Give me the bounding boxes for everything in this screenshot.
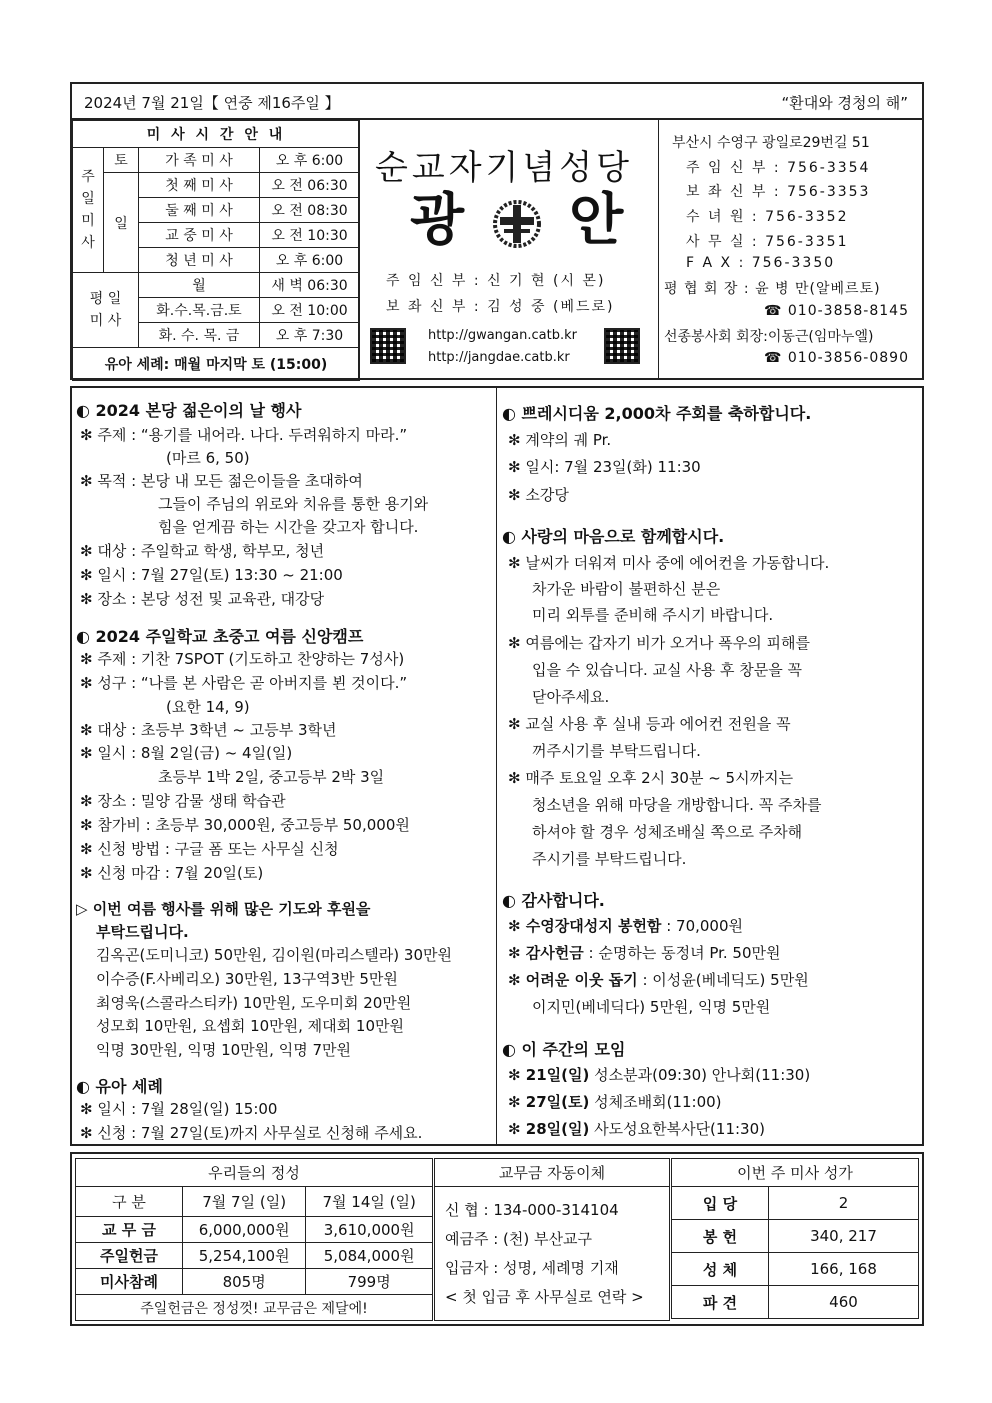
mass-name: 청 년 미 사 [139,248,260,273]
offering-cell: 6,000,000원 [183,1217,306,1243]
thanks-line: 이지민(베네딕다) 5만원, 익명 5만원 [532,998,771,1016]
council-president: 평 협 회 장 : 윤 병 만(알베르토) [664,281,881,297]
love-line: ✻ 날씨가 더워져 미사 중에 에어컨을 가동합니다. [508,554,830,572]
offering-cell: 799명 [306,1269,433,1295]
presidium-line: ✻ 일시: 7월 23일(화) 11:30 [508,458,701,476]
thanks-line: ✻ 어려운 이웃 돕기 : 이성윤(베네딕도) 5만원 [508,971,809,989]
phone-assistant: 보 좌 신 부 : 756-3353 [686,184,871,200]
camp-line: ✻ 참가비 : 초등부 30,000원, 중고등부 50,000원 [80,816,410,834]
mission-phone: ☎ 010-3856-0890 [764,350,909,366]
mass-name: 가 족 미 사 [139,148,260,173]
youth-line: 힘을 얻게끔 하는 시간을 갖고자 합니다. [158,518,419,536]
camp-line: ✻ 주제 : 기찬 7SPOT (기도하고 찬양하는 7성사) [80,650,405,668]
mass-time: 오 전 10:00 [260,298,360,323]
prayer-request-title: ▷ 이번 여름 행사를 위해 많은 기도와 후원을 [76,900,371,918]
mass-time: 오 전 08:30 [260,198,360,223]
phone-convent: 수 녀 원 : 756-3352 [686,209,849,225]
infant-baptism-title: ◐ 유아 세례 [76,1077,163,1096]
infant-line: ✻ 신청 : 7월 27일(토)까지 사무실로 신청해 주세요. [80,1124,423,1142]
hymn-title: 이번 주 미사 성가 [672,1159,919,1187]
offering-row-label: 교 무 금 [76,1217,183,1243]
offering-header: 7월 7일 (일) [183,1187,306,1217]
youth-line: ✻ 대상 : 주일학교 학생, 학부모, 청년 [80,542,325,560]
mass-time: 오 전 10:30 [260,223,360,248]
phone-pastor: 주 임 신 부 : 756-3354 [686,160,871,176]
presidium-line: ✻ 소강당 [508,486,569,504]
presidium-line: ✻ 계약의 궤 Pr. [508,431,612,449]
transfer-details: 신 협 : 134-000-314104 예금주 : (천) 부산교구 입금자 : 성명, 세례명 기재 < 첫 입금 후 사무실로 연락 > [435,1187,670,1321]
offering-cell: 3,610,000원 [306,1217,433,1243]
love-line: 꺼주시기를 부탁드립니다. [532,742,701,760]
hymn-number: 2 [769,1187,919,1220]
mass-time: 오 후 6:00 [260,148,360,173]
header-divider-left [358,120,359,378]
cross-wreath-icon [490,197,544,251]
mass-schedule-title: 미 사 시 간 안 내 [73,121,360,148]
hymn-table [671,1158,919,1319]
love-line: 하셔야 할 경우 성체조배실 쪽으로 주차해 [532,823,803,841]
church-title: 광 안 [410,187,624,253]
infant-line: ✻ 일시 : 7월 28일(일) 15:00 [80,1100,278,1118]
offering-table [75,1158,433,1321]
sunday-label: 일 [104,173,139,273]
mass-time: 오 전 06:30 [260,173,360,198]
website-link[interactable]: http://jangdae.catb.kr [428,350,570,365]
camp-line: ✻ 신청 마감 : 7월 20일(토) [80,864,264,882]
offering-cell: 805명 [183,1269,306,1295]
love-line: 주시기를 부탁드립니다. [532,850,687,868]
hymn-number: 460 [769,1286,919,1319]
love-line: 미리 외투를 준비해 주시기 바랍니다. [532,606,774,624]
youth-line: ✻ 장소 : 본당 성전 및 교육관, 대강당 [80,590,325,608]
qr-code-icon [370,328,406,364]
mission-president: 선종봉사회 회장:이동근(임마누엘) [664,329,874,345]
phone-office: 사 무 실 : 756-3351 [686,234,849,250]
donor-line: 성모회 10만원, 요셉회 10만원, 제대회 10만원 [96,1017,404,1035]
year-motto: “환대와 경청의 해” [781,94,908,112]
offering-cell: 5,084,000원 [306,1243,433,1269]
mass-name: 월 [139,273,260,298]
youth-day-title: ◐ 2024 본당 젊은이의 날 행사 [76,401,302,420]
offering-row-label: 주일헌금 [76,1243,183,1269]
top-bar [70,82,924,118]
transfer-table [434,1158,670,1321]
camp-line: ✻ 성구 : “나를 본 사람은 곧 아버지를 뵌 것이다.” [80,674,408,692]
mass-schedule-table [72,120,360,381]
mass-name: 화. 수. 목. 금 [139,323,260,348]
fax-number: F A X : 756-3350 [686,255,836,271]
column-divider [496,388,497,1144]
mass-name: 첫 째 미 사 [139,173,260,198]
assistant-priest: 보 좌 신 부 : 김 성 중 (베드로) [386,299,615,315]
prayer-request-title: 부탁드립니다. [96,923,189,941]
camp-line: ✻ 신청 방법 : 구글 폼 또는 사무실 신청 [80,840,339,858]
thanks-line: ✻ 감사헌금 : 순명하는 동정녀 Pr. 50만원 [508,944,781,962]
youth-line: 그들이 주님의 위로와 치유를 통한 용기와 [158,495,429,513]
love-line: 청소년을 위해 마당을 개방합니다. 꼭 주차를 [532,796,822,814]
youth-line: ✻ 주제 : “용기를 내어라. 나다. 두려워하지 마라.” [80,426,408,444]
love-line: ✻ 매주 토요일 오후 2시 30분 ~ 5시까지는 [508,769,794,787]
offering-footer: 주일헌금은 정성껏! 교무금은 제달에! [76,1295,433,1321]
camp-line: 초등부 1박 2일, 중고등부 2박 3일 [158,768,385,786]
donor-line: 이수증(F.사베리오) 30만원, 13구역3반 5만원 [96,970,398,988]
hymn-label: 성 체 [672,1253,769,1286]
donor-line: 최영욱(스콜라스티카) 10만원, 도우미회 20만원 [96,994,412,1012]
meeting-line: ✻ 21일(일) 성소분과(09:30) 안나회(11:30) [508,1066,811,1084]
love-title: ◐ 사랑의 마음으로 함께합시다. [502,527,725,546]
weekday-mass-label: 평 일 미 사 [73,273,139,348]
hymn-label: 입 당 [672,1187,769,1220]
youth-line: ✻ 목적 : 본당 내 모든 젊은이들을 초대하여 [80,472,363,490]
header-divider-right [658,120,659,378]
summer-camp-title: ◐ 2024 주일학교 초중고 여름 신앙캠프 [76,627,364,646]
offering-row-label: 미사참례 [76,1269,183,1295]
donor-line: 익명 30만원, 익명 10만원, 익명 7만원 [96,1041,351,1059]
mass-name: 교 중 미 사 [139,223,260,248]
camp-line: (요한 14, 9) [166,698,250,716]
youth-line: (마르 6, 50) [166,449,250,467]
mass-time: 오 후 6:00 [260,248,360,273]
weekly-meetings-title: ◐ 이 주간의 모임 [502,1040,626,1059]
sunday-mass-label: 주 일 미 사 [73,148,104,273]
church-address: 부산시 수영구 광일로29번길 51 [672,135,870,151]
council-phone: ☎ 010-3858-8145 [764,303,909,319]
pastor: 주 임 신 부 : 신 기 현 (시 몬) [386,273,606,289]
thanks-title: ◐ 감사합니다. [502,891,605,910]
love-line: 닫아주세요. [532,688,610,706]
infant-baptism-note: 유아 세례: 매월 마지막 토 (15:00) [73,348,360,381]
thanks-line: ✻ 수영장대성지 봉헌함 : 70,000원 [508,917,744,935]
saturday-label: 토 [104,148,139,173]
hymn-number: 340, 217 [769,1220,919,1253]
camp-line: ✻ 대상 : 초등부 3학년 ~ 고등부 3학년 [80,721,337,739]
mass-time: 새 벽 06:30 [260,273,360,298]
website-link[interactable]: http://gwangan.catb.kr [428,328,577,343]
youth-line: ✻ 일시 : 7월 27일(토) 13:30 ~ 21:00 [80,566,343,584]
bulletin-date: 2024년 7월 21일【 연중 제16주일 】 [84,94,340,112]
love-line: 입을 수 있습니다. 교실 사용 후 창문을 꼭 [532,661,802,679]
mass-name: 화.수.목.금.토 [139,298,260,323]
donor-line: 김옥곤(도미니코) 50만원, 김이원(마리스텔라) 30만원 [96,946,452,964]
hymn-number: 166, 168 [769,1253,919,1286]
mass-time: 오 후 7:30 [260,323,360,348]
meeting-line: ✻ 27일(토) 성체조배회(11:00) [508,1093,722,1111]
offering-cell: 5,254,100원 [183,1243,306,1269]
presidium-title: ◐ 쁘레시디움 2,000차 주회를 축하합니다. [502,404,812,423]
offering-title: 우리들의 정성 [76,1159,433,1187]
hymn-label: 파 견 [672,1286,769,1319]
hymn-label: 봉 헌 [672,1220,769,1253]
love-line: ✻ 교실 사용 후 실내 등과 에어컨 전원을 꼭 [508,715,791,733]
love-line: ✻ 여름에는 갑자기 비가 오거나 폭우의 피해를 [508,634,810,652]
offering-header: 구 분 [76,1187,183,1217]
qr-code-icon [604,328,640,364]
camp-line: ✻ 일시 : 8월 2일(금) ~ 4일(일) [80,744,293,762]
love-line: 차가운 바람이 불편하신 분은 [532,580,721,598]
offering-header: 7월 14일 (일) [306,1187,433,1217]
mass-name: 둘 째 미 사 [139,198,260,223]
transfer-title: 교무금 자동이체 [435,1159,670,1187]
church-subtitle: 순교자기념성당 [375,148,633,188]
camp-line: ✻ 장소 : 밀양 감물 생태 학습관 [80,792,286,810]
meeting-line: ✻ 28일(일) 사도성요한복사단(11:30) [508,1120,765,1138]
